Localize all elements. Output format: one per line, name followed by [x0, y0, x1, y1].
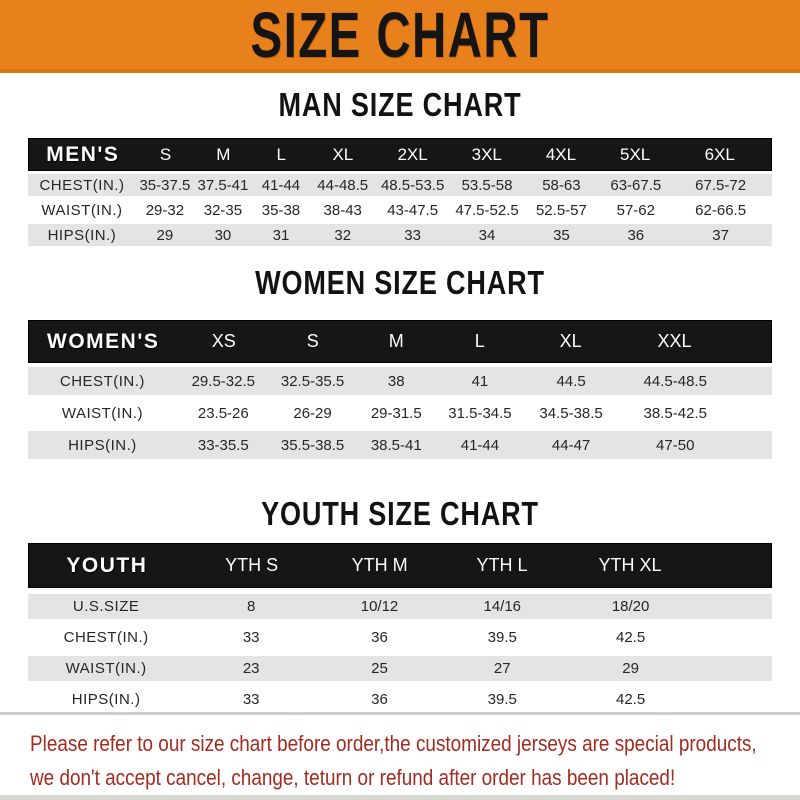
women-size-col-header: M — [388, 331, 404, 351]
row-label: HIPS(IN.) — [71, 691, 141, 708]
cell-value: 48.5-53.5 — [380, 176, 445, 194]
youth-table-corner-label: YOUTH — [66, 553, 148, 577]
cell-value: 38-43 — [323, 201, 362, 219]
men-chest-row — [28, 174, 772, 196]
row-label: HIPS(IN.) — [68, 436, 137, 454]
divider-line — [0, 712, 800, 715]
cell-value: 23 — [242, 660, 260, 677]
cell-value: 44.5 — [556, 372, 586, 390]
cell-value: 29.5-32.5 — [191, 372, 255, 390]
cell-value: 26-29 — [293, 404, 332, 422]
cell-value: 32 — [334, 226, 352, 244]
cell-value: 33 — [242, 629, 260, 646]
cell-value: 33 — [242, 691, 260, 708]
row-label: WAIST(IN.) — [41, 201, 123, 219]
cell-value: 44-47 — [551, 436, 591, 454]
cell-value: 41-44 — [261, 176, 301, 194]
cell-value: 34 — [478, 226, 496, 244]
youth-chest-row — [28, 625, 772, 650]
cell-value: 23.5-26 — [197, 404, 249, 422]
cell-value: 62-66.5 — [695, 201, 747, 219]
cell-value: 29 — [622, 660, 639, 677]
women-chest-row — [28, 367, 772, 395]
row-label: HIPS(IN.) — [47, 226, 117, 244]
cell-value: 58-63 — [542, 176, 581, 194]
men-size-col-header: L — [276, 144, 286, 164]
cell-value: 43-47.5 — [387, 201, 439, 219]
women-size-col-header: XL — [559, 331, 582, 351]
cell-value: 31 — [272, 226, 290, 244]
cell-value: 47.5-52.5 — [455, 201, 519, 219]
women-table-corner-label: WOMEN'S — [47, 329, 160, 353]
cell-value: 36 — [627, 226, 645, 244]
youth-size-col-header: YTH L — [476, 555, 528, 575]
disclaimer-line-2: we don't accept cancel, change, teturn or refund after order has been placed! — [30, 765, 676, 790]
men-size-col-header: M — [216, 144, 231, 164]
disclaimer-text — [30, 727, 757, 795]
cell-value: 35.5-38.5 — [280, 436, 345, 454]
youth-ussize-row — [28, 594, 772, 619]
youth-size-col-header: YTH M — [351, 555, 408, 575]
youth-hips-row — [28, 687, 772, 712]
men-table-corner-label: MEN'S — [46, 142, 120, 166]
women-table-header-row — [28, 320, 772, 363]
cell-value: 35 — [553, 226, 570, 244]
page-title: SIZE CHART — [250, 0, 550, 71]
cell-value: 42.5 — [615, 629, 646, 646]
youth-size-col-header: YTH XL — [598, 555, 662, 575]
cell-value: 25 — [371, 660, 388, 677]
cell-value: 32-35 — [203, 201, 243, 219]
men-size-table — [28, 138, 772, 246]
cell-value: 18/20 — [611, 598, 650, 615]
men-section-title: MAN SIZE CHART — [278, 86, 522, 123]
cell-value: 29 — [156, 226, 174, 244]
men-hips-row — [28, 224, 772, 246]
cell-value: 10/12 — [360, 598, 399, 615]
youth-waist-row — [28, 656, 772, 681]
cell-value: 8 — [247, 598, 256, 615]
men-size-col-header: 6XL — [704, 144, 735, 164]
cell-value: 32.5-35.5 — [280, 372, 345, 390]
cell-value: 37.5-41 — [197, 176, 249, 194]
women-waist-row — [28, 399, 772, 427]
cell-value: 63-67.5 — [610, 176, 662, 194]
cell-value: 29-32 — [145, 201, 185, 219]
women-section-title: WOMEN SIZE CHART — [255, 264, 545, 301]
men-size-col-header: S — [159, 144, 172, 164]
bottom-edge-line — [0, 795, 800, 800]
cell-value: 14/16 — [483, 598, 522, 615]
cell-value: 42.5 — [615, 691, 646, 708]
cell-value: 44-48.5 — [317, 176, 369, 194]
youth-section-title: YOUTH SIZE CHART — [261, 495, 539, 532]
row-label: U.S.SIZE — [72, 598, 140, 615]
women-size-col-header: XXL — [657, 331, 692, 351]
cell-value: 37 — [712, 226, 729, 244]
cell-value: 33 — [404, 226, 421, 244]
row-label: CHEST(IN.) — [63, 629, 149, 646]
cell-value: 41-44 — [460, 436, 500, 454]
row-label: WAIST(IN.) — [61, 404, 143, 422]
men-size-col-header: 3XL — [471, 144, 502, 164]
men-size-col-header: 5XL — [620, 144, 651, 164]
cell-value: 35-38 — [261, 201, 301, 219]
cell-value: 41 — [471, 372, 489, 390]
cell-value: 39.5 — [487, 691, 517, 708]
row-label: WAIST(IN.) — [65, 660, 147, 677]
banner — [0, 0, 800, 73]
men-table-header-row — [28, 138, 772, 171]
cell-value: 29-31.5 — [370, 404, 422, 422]
cell-value: 31.5-34.5 — [448, 404, 512, 422]
cell-value: 67.5-72 — [695, 176, 747, 194]
women-size-col-header: L — [474, 331, 485, 351]
cell-value: 36 — [371, 629, 388, 646]
women-size-table — [28, 320, 772, 459]
cell-value: 53.5-58 — [461, 176, 513, 194]
row-label: CHEST(IN.) — [39, 176, 125, 194]
youth-size-col-header: YTH S — [225, 555, 279, 575]
women-size-col-header: S — [306, 331, 319, 351]
cell-value: 30 — [214, 226, 232, 244]
cell-value: 39.5 — [487, 629, 517, 646]
row-label: CHEST(IN.) — [59, 372, 145, 390]
men-waist-row — [28, 199, 772, 221]
cell-value: 27 — [493, 660, 511, 677]
cell-value: 47-50 — [656, 436, 695, 454]
men-size-col-header: 4XL — [545, 144, 577, 164]
youth-table-header-row — [28, 543, 772, 588]
cell-value: 38.5-41 — [370, 436, 422, 454]
cell-value: 38.5-42.5 — [643, 404, 707, 422]
women-size-col-header: XS — [211, 331, 236, 351]
youth-size-table — [28, 543, 772, 712]
cell-value: 44.5-48.5 — [643, 372, 707, 390]
men-size-col-header: 2XL — [397, 144, 428, 164]
cell-value: 34.5-38.5 — [539, 404, 603, 422]
cell-value: 35-37.5 — [139, 176, 191, 194]
cell-value: 36 — [371, 691, 388, 708]
cell-value: 57-62 — [616, 201, 655, 219]
disclaimer-line-1: Please refer to our size chart before order,the customized jerseys are special products, — [30, 731, 757, 756]
men-size-col-header: XL — [332, 144, 354, 164]
women-hips-row — [28, 431, 772, 459]
cell-value: 38 — [387, 372, 405, 390]
cell-value: 33-35.5 — [197, 436, 249, 454]
cell-value: 52.5-57 — [535, 201, 587, 219]
